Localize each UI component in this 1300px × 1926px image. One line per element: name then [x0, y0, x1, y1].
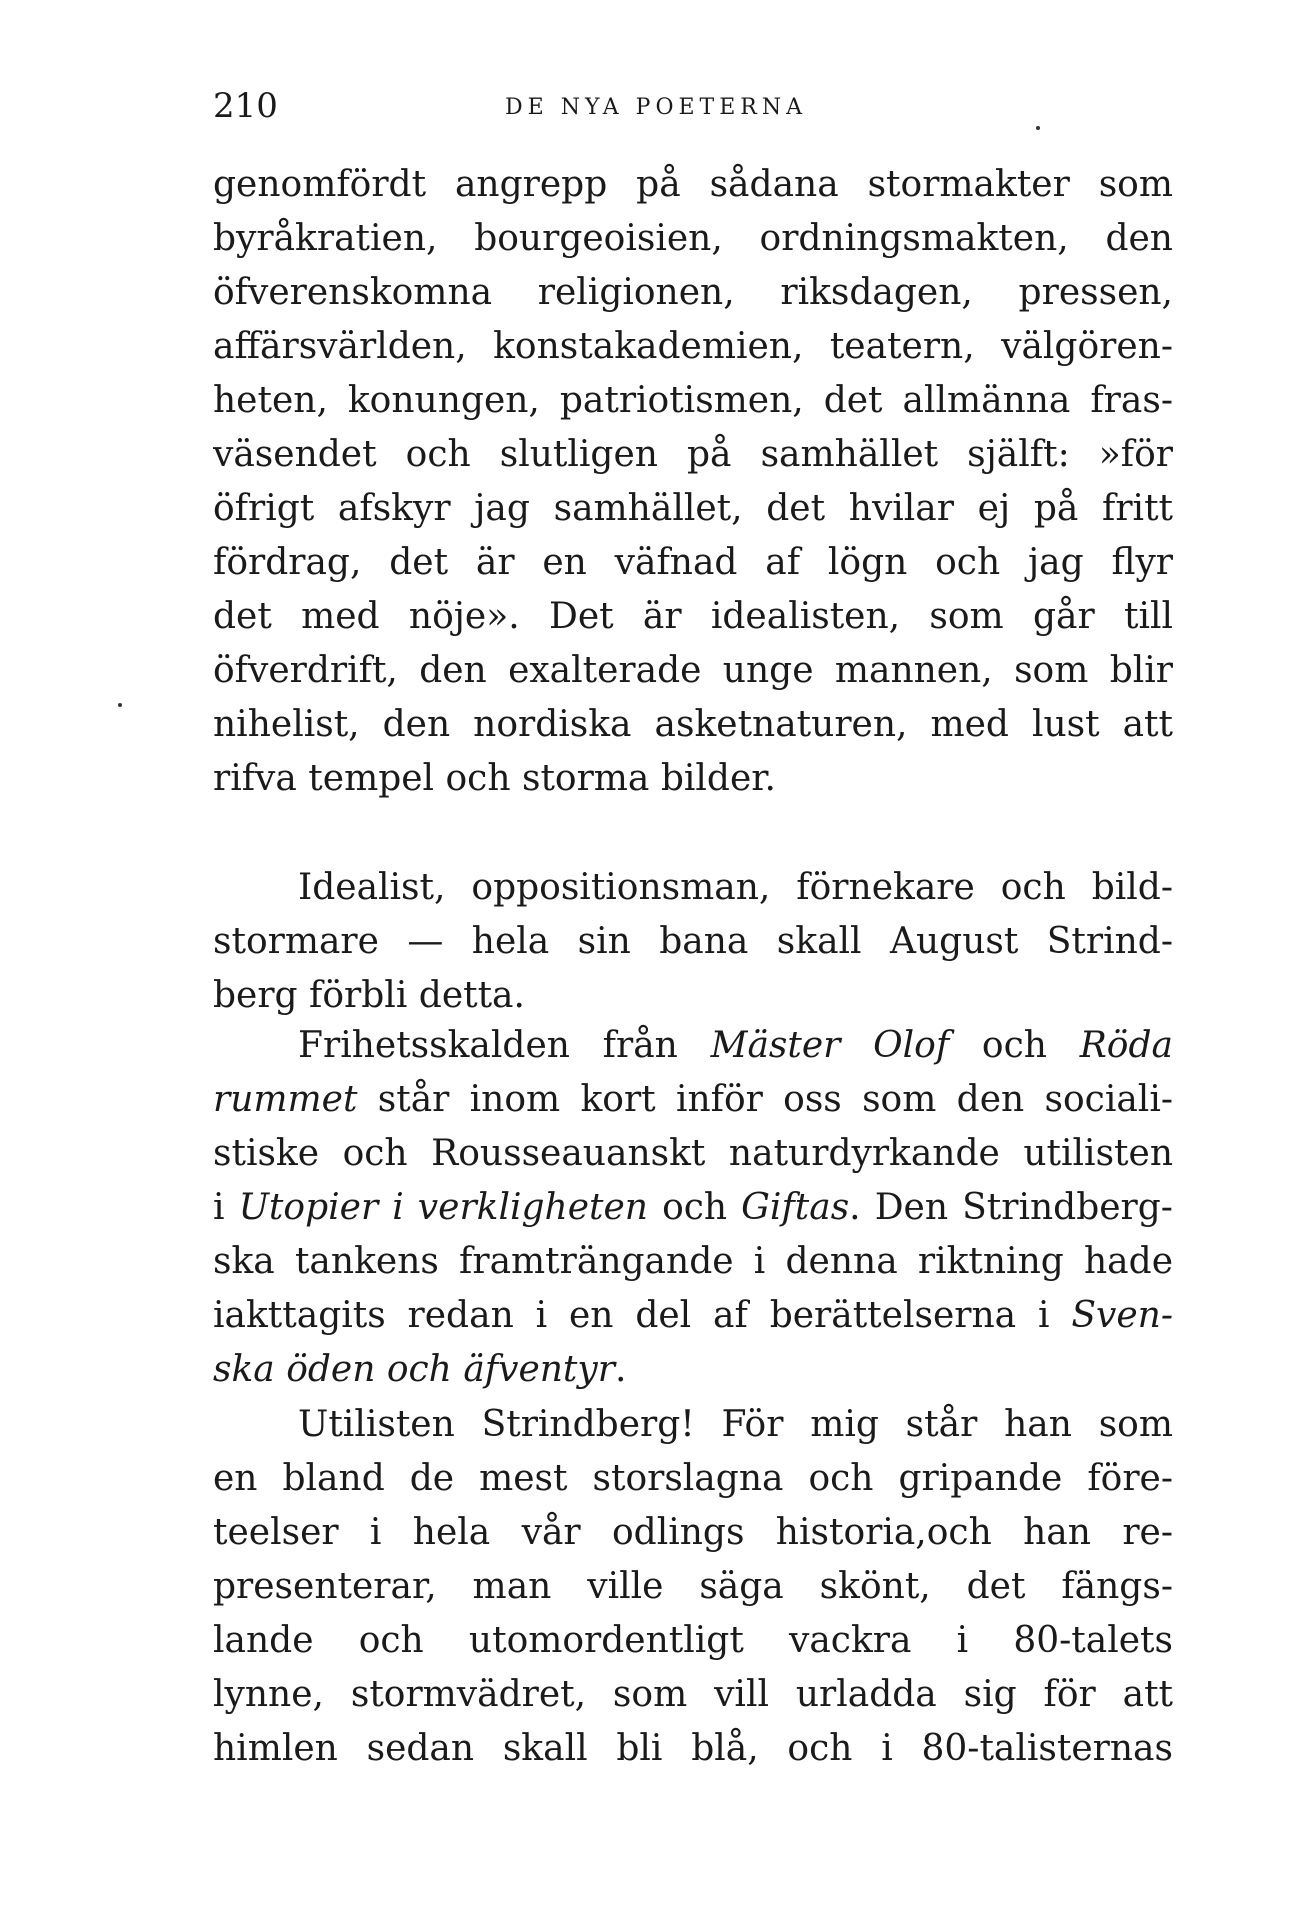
title-röda-rummet: Röda — [1079, 1025, 1173, 1066]
text-line: himlen sedan skall bli blå, och i 80-talisternas — [213, 1728, 1173, 1769]
text-line — [213, 1019, 1173, 1073]
text-line: nihelist, den nordiska asketnaturen, med lust att — [213, 704, 1173, 745]
text-line — [213, 1073, 1173, 1127]
text-line — [213, 1181, 1173, 1235]
text-run: och — [949, 1025, 1080, 1066]
running-title: DE NYA POETERNA — [505, 95, 807, 120]
title-röda-rummet: rummet — [213, 1079, 358, 1120]
text-line: öfverenskomna religionen, riksdagen, pressen, — [213, 272, 1173, 313]
text-line: teelser i hela vår odlings historia,och han re- — [213, 1512, 1173, 1553]
paragraph-2 — [213, 861, 1173, 1023]
page-header — [213, 86, 1173, 126]
text-run: i — [213, 1187, 239, 1228]
text-line: öfrigt afskyr jag samhället, det hvilar ej på fritt — [213, 488, 1173, 529]
text-line: berg förbli detta. — [213, 975, 525, 1016]
text-run: . — [614, 1349, 627, 1390]
text-line: genomfördt angrepp på sådana stormakter som — [213, 164, 1173, 205]
text-line — [213, 1343, 1173, 1397]
title-svenska-öden: Sven- — [1071, 1295, 1173, 1336]
text-run: och — [648, 1187, 742, 1228]
text-line: stormare — hela sin bana skall August Strind- — [213, 921, 1173, 962]
text-line: rifva tempel och storma bilder. — [213, 758, 776, 799]
stray-mark — [1036, 126, 1040, 130]
text-line: heten, konungen, patriotismen, det allmänna fras- — [213, 380, 1173, 421]
text-line: lynne, stormvädret, som vill urladda sig för att — [213, 1674, 1173, 1715]
text-run: Frihetsskalden från — [298, 1025, 711, 1066]
paragraph-1 — [213, 158, 1173, 806]
text-line: ska tankens framträngande i denna riktning hade — [213, 1241, 1173, 1282]
text-line: stiske och Rousseauanskt naturdyrkande utilisten — [213, 1133, 1173, 1174]
text-line — [213, 1289, 1173, 1343]
text-run: . Den Strindberg- — [849, 1187, 1173, 1228]
title-mäster-olof: Mäster Olof — [710, 1025, 950, 1066]
text-line: byråkratien, bourgeoisien, ordningsmakten, den — [213, 218, 1173, 259]
text-line: väsendet och slutligen på samhället själft: »för — [213, 434, 1173, 475]
title-giftas: Giftas — [741, 1187, 850, 1228]
stray-mark — [118, 703, 122, 707]
text-line: Idealist, oppositionsman, förnekare och bild- — [298, 867, 1173, 908]
text-run: står inom kort inför oss som den sociali- — [357, 1079, 1173, 1120]
text-line: fördrag, det är en väfnad af lögn och jag flyr — [213, 542, 1173, 583]
text-line: öfverdrift, den exalterade unge mannen, som blir — [213, 650, 1173, 691]
paragraph-3 — [213, 1019, 1173, 1397]
title-utopier: Utopier i verkligheten — [238, 1187, 648, 1228]
title-svenska-öden: ska öden och äfventyr — [213, 1349, 615, 1390]
text-line: presenterar, man ville säga skönt, det fängs- — [213, 1566, 1173, 1607]
paragraph-4 — [213, 1398, 1173, 1776]
text-line: lande och utomordentligt vackra i 80-talets — [213, 1620, 1173, 1661]
text-line: affärsvärlden, konstakademien, teatern, välgören- — [213, 326, 1173, 367]
text-line: en bland de mest storslagna och gripande före- — [213, 1458, 1173, 1499]
text-line: Utilisten Strindberg! För mig står han som — [298, 1404, 1173, 1445]
text-line: det med nöje». Det är idealisten, som går till — [213, 596, 1173, 637]
page-number: 210 — [213, 86, 278, 126]
text-run: iakttagits redan i en del af berättelserna i — [213, 1295, 1072, 1336]
